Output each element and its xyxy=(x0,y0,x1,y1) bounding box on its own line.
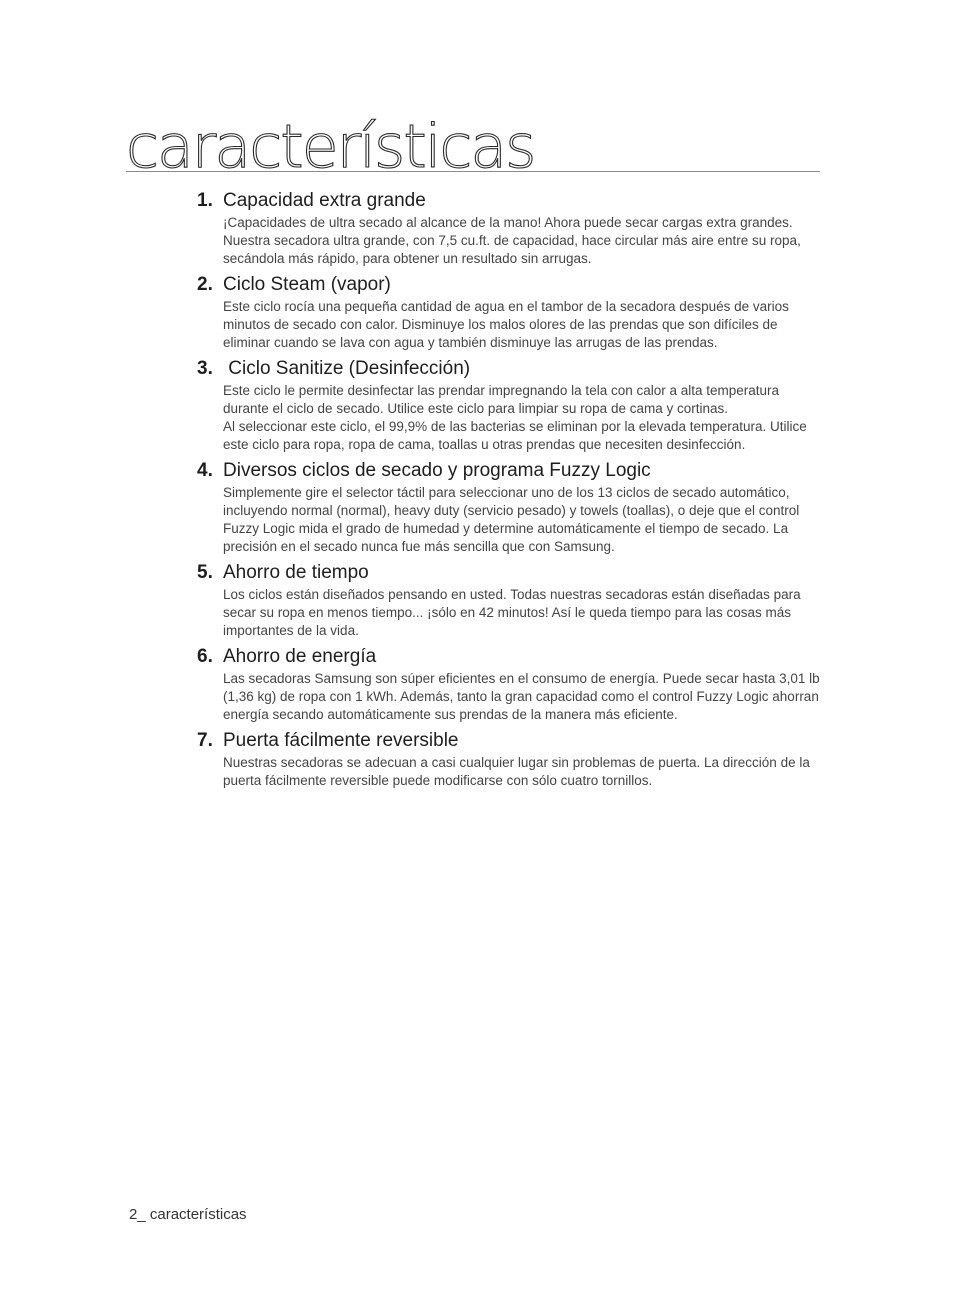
title-divider xyxy=(126,171,820,172)
feature-heading: Ahorro de tiempo xyxy=(223,562,369,583)
feature-description: Simplemente gire el selector táctil para seleccionar uno de los 13 ciclos de secado automático, incluyendo normal (normal), heavy duty (servicio pesado) y towels (toallas), o deje que el control Fuzzy Logic mida el grado de humedad y determine automáticamente el tiempo de secado. La precisión en el secado nunca fue más sencilla que con Samsung. xyxy=(223,485,800,554)
feature-number: 7. xyxy=(197,730,213,751)
feature-heading: Diversos ciclos de secado y programa Fuzzy Logic xyxy=(223,460,651,481)
footer-separator: _ xyxy=(137,1206,150,1223)
feature-item xyxy=(0,458,963,556)
feature-description: Este ciclo le permite desinfectar las prendar impregnando la tela con calor a alta temperatura durante el ciclo de secado. Utilice este ciclo para limpiar su ropa de cama y cortinas. xyxy=(223,383,780,416)
feature-item xyxy=(0,356,963,454)
feature-number: 3. xyxy=(197,358,213,379)
feature-number: 2. xyxy=(197,274,213,295)
feature-item xyxy=(0,728,963,790)
feature-description: Al seleccionar este ciclo, el 99,9% de las bacterias se eliminan por la elevada temperatura. Utilice este ciclo para ropa, ropa de cama, toallas u otras prendas que necesiten desinfección. xyxy=(223,419,807,452)
feature-heading: Ahorro de energía xyxy=(223,646,377,667)
feature-heading: Puerta fácilmente reversible xyxy=(223,730,459,751)
feature-description: Los ciclos están diseñados pensando en usted. Todas nuestras secadoras están diseñadas para secar su ropa en menos tiempo... ¡sólo en 42 minutos! Así le queda tiempo para las cosas más importantes de la vida. xyxy=(223,587,801,638)
page-footer xyxy=(129,1205,247,1225)
feature-number: 1. xyxy=(197,190,213,211)
page-number: 2 xyxy=(129,1206,138,1223)
feature-description: ¡Capacidades de ultra secado al alcance de la mano! Ahora puede secar cargas extra grandes. Nuestra secadora ultra grande, con 7,5 cu.ft. de capacidad, hace circular más aire entre su ropa, secándola más rápido, para obtener un resultado sin arrugas. xyxy=(223,215,801,266)
feature-item xyxy=(0,560,963,640)
footer-section-name: características xyxy=(149,1206,247,1223)
feature-number: 5. xyxy=(197,562,213,583)
feature-description: Este ciclo rocía una pequeña cantidad de agua en el tambor de la secadora después de varios minutos de secado con calor. Disminuye los malos olores de las prendas que son difíciles de eliminar cuando se lava con agua y también disminuye las arrugas de las prendas. xyxy=(223,299,789,350)
feature-number: 4. xyxy=(197,460,213,481)
feature-number: 6. xyxy=(197,646,213,667)
page-title: características xyxy=(126,112,535,182)
feature-description: Las secadoras Samsung son súper eficientes en el consumo de energía. Puede secar hasta 3,01 lb (1,36 kg) de ropa con 1 kWh. Además, tanto la gran capacidad como el control Fuzzy Logic ahorran energía secando automáticamente sus prendas de la manera más eficiente. xyxy=(223,671,820,722)
feature-list xyxy=(0,188,963,794)
feature-item xyxy=(0,272,963,352)
feature-heading: Capacidad extra grande xyxy=(223,190,426,211)
feature-item xyxy=(0,188,963,268)
feature-heading: Ciclo Sanitize (Desinfección) xyxy=(223,358,471,379)
feature-heading: Ciclo Steam (vapor) xyxy=(223,274,391,295)
feature-description: Nuestras secadoras se adecuan a casi cualquier lugar sin problemas de puerta. La dirección de la puerta fácilmente reversible puede modificarse con sólo cuatro tornillos. xyxy=(223,755,810,788)
feature-item xyxy=(0,644,963,724)
